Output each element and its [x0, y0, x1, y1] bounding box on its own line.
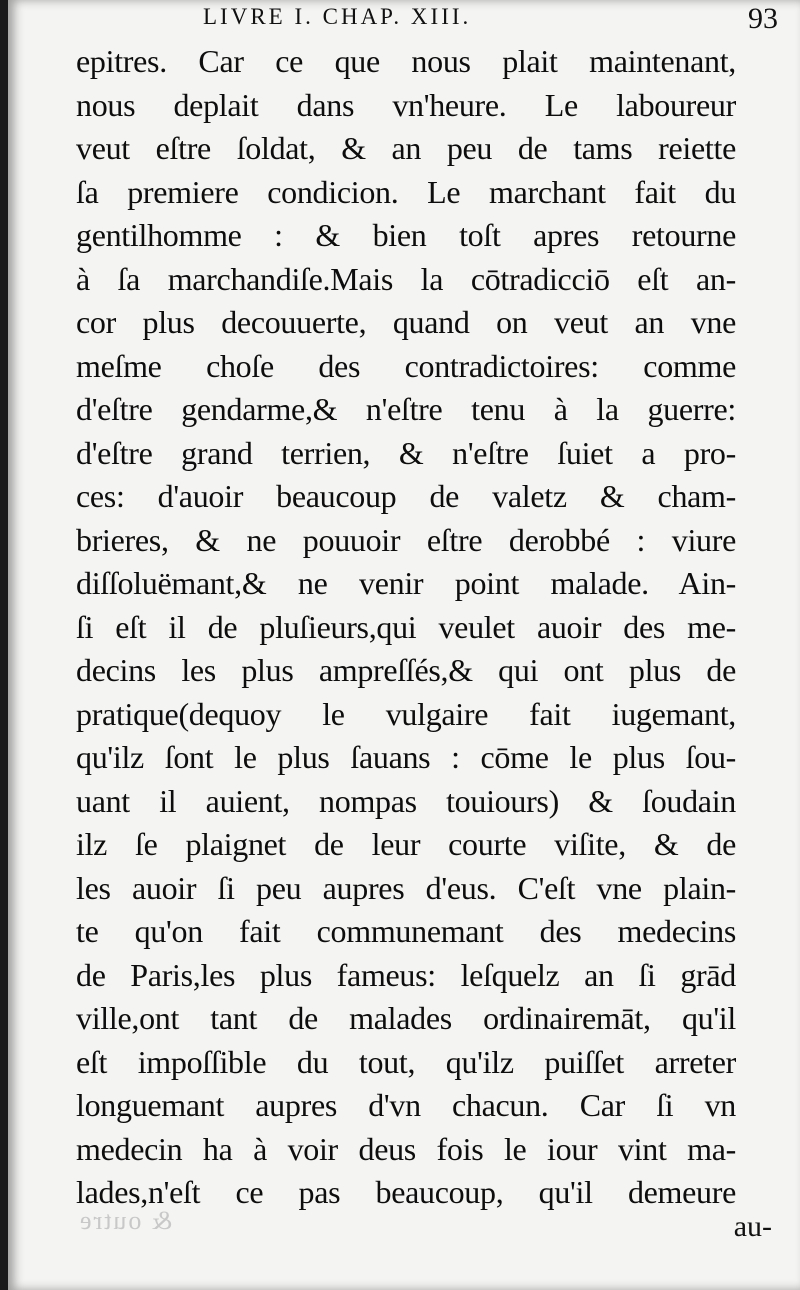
- text-line: diſſoluëmant,& ne venir point malade. Ain-: [76, 565, 736, 601]
- catchword: au-: [733, 1210, 772, 1243]
- text-line: te qu'on fait communemant des medecins: [76, 913, 736, 949]
- text-line: à ſa marchandiſe.Mais la cōtradicciō eſt an-: [76, 260, 736, 297]
- text-line: les auoir ſi peu aupres d'eus. C'eſt vne plain-: [76, 869, 736, 906]
- text-line: ces: d'auoir beaucoup de valetz & cham-: [76, 478, 736, 514]
- text-line: de Paris,les plus fameus: leſquelz an ſi grād: [76, 956, 736, 993]
- running-head: LIVRE I. CHAP. XIII.: [203, 4, 472, 29]
- text-line: lades,n'eſt ce pas beaucoup, qu'il demeure: [76, 1174, 736, 1210]
- text-line: ilz ſe plaignet de leur courte viſite, & de: [76, 826, 736, 862]
- text-line: ville,ont tant de malades ordinairemāt, qu'il: [76, 1000, 736, 1036]
- text-line: meſme choſe des contradictoires: comme: [76, 347, 736, 384]
- text-line: pratique(dequoy le vulgaire fait iugemant,: [76, 695, 736, 732]
- text-line: ſa premiere condicion. Le marchant fait du: [76, 173, 736, 210]
- text-line: eſt impoſſible du tout, qu'ilz puiſſet arreter: [76, 1043, 736, 1080]
- text-line: d'eſtre gendarme,& n'eſtre tenu à la guerre:: [76, 391, 736, 427]
- page-number: 93: [748, 2, 778, 35]
- text-line: qu'ilz ſont le plus ſauans : cōme le plus ſou-: [76, 739, 736, 775]
- book-page: [8, 0, 800, 1290]
- page-header: [8, 4, 800, 38]
- body-text: [76, 40, 736, 1215]
- text-line: medecin ha à voir deus fois le iour vint ma-: [76, 1130, 736, 1167]
- text-line: longuemant aupres d'vn chacun. Car ſi vn: [76, 1087, 736, 1123]
- text-line: veut eſtre ſoldat, & an peu de tams reiette: [76, 130, 736, 166]
- text-line: epitres. Car ce que nous plait maintenant,: [76, 43, 736, 79]
- bleed-through-text: & outre: [78, 1206, 173, 1235]
- text-line: gentilhomme : & bien toſt apres retourne: [76, 217, 736, 253]
- text-line: uant il auient, nompas touiours) & ſoudain: [76, 782, 736, 819]
- text-line: d'eſtre grand terrien, & n'eſtre ſuiet a pro-: [76, 434, 736, 471]
- text-line: decins les plus ampreſſés,& qui ont plus de: [76, 652, 736, 688]
- text-line: cor plus decouuerte, quand on veut an vne: [76, 304, 736, 340]
- text-line: brieres, & ne pouuoir eſtre derobbé : viure: [76, 521, 736, 558]
- text-line: nous deplait dans vn'heure. Le laboureur: [76, 86, 736, 123]
- text-line: ſi eſt il de pluſieurs,qui veulet auoir des me-: [76, 608, 736, 645]
